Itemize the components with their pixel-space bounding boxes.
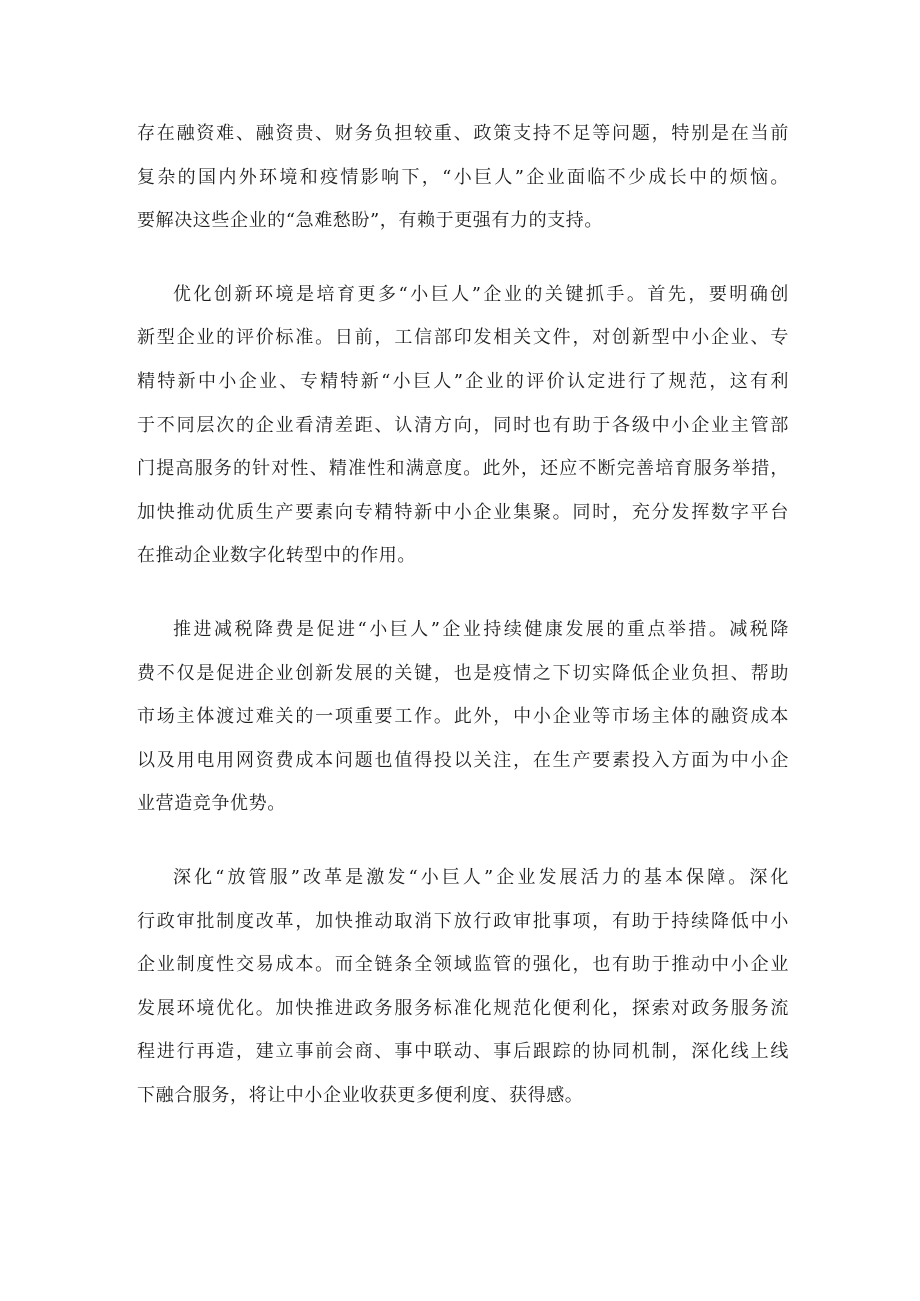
document-body bbox=[137, 112, 789, 1117]
text-line: 行政审批制度改革，加快推动取消下放行政审批事项，有助于持续降低中小 bbox=[137, 910, 789, 932]
text-line: 发展环境优化。加快推进政务服务标准化规范化便利化，探索对政务服务流 bbox=[137, 997, 789, 1019]
text-line: 复杂的国内外环境和疫情影响下，“小巨人”企业面临不少成长中的烦恼。 bbox=[137, 166, 789, 188]
text-line: 程进行再造，建立事前会商、事中联动、事后跟踪的协同机制，深化线上线 bbox=[137, 1041, 789, 1063]
paragraph bbox=[137, 273, 789, 578]
text-line: 深化“放管服”改革是激发“小巨人”企业发展活力的基本保障。深化 bbox=[173, 866, 789, 888]
paragraph-spacer bbox=[137, 826, 789, 856]
text-line: 市场主体渡过难关的一项重要工作。此外，中小企业等市场主体的融资成本 bbox=[137, 706, 789, 728]
text-line: 在推动企业数字化转型中的作用。 bbox=[137, 545, 416, 567]
paragraph bbox=[137, 608, 789, 826]
text-line: 业营造竞争优势。 bbox=[137, 793, 286, 815]
paragraph-spacer bbox=[137, 578, 789, 608]
paragraph-spacer bbox=[137, 243, 789, 273]
paragraph bbox=[137, 112, 789, 243]
text-line: 推进减税降费是促进“小巨人”企业持续健康发展的重点举措。减税降 bbox=[173, 618, 789, 640]
text-line: 下融合服务，将让中小企业收获更多便利度、获得感。 bbox=[137, 1084, 584, 1106]
text-line: 于不同层次的企业看清差距、认清方向，同时也有助于各级中小企业主管部 bbox=[137, 414, 789, 436]
text-line: 加快推动优质生产要素向专精特新中小企业集聚。同时，充分发挥数字平台 bbox=[137, 501, 789, 523]
text-line: 精特新中小企业、专精特新“小巨人”企业的评价认定进行了规范，这有利 bbox=[137, 370, 789, 392]
text-line: 费不仅是促进企业创新发展的关键，也是疫情之下切实降低企业负担、帮助 bbox=[137, 662, 789, 684]
text-line: 优化创新环境是培育更多“小巨人”企业的关键抓手。首先，要明确创 bbox=[173, 283, 789, 305]
text-line: 存在融资难、融资贵、财务负担较重、政策支持不足等问题，特别是在当前 bbox=[137, 123, 789, 144]
paragraph bbox=[137, 856, 789, 1118]
text-line: 要解决这些企业的“急难愁盼”，有赖于更强有力的支持。 bbox=[137, 210, 604, 232]
text-line: 新型企业的评价标准。日前，工信部印发相关文件，对创新型中小企业、专 bbox=[137, 327, 789, 349]
text-line: 门提高服务的针对性、精准性和满意度。此外，还应不断完善培育服务举措， bbox=[137, 458, 789, 480]
text-line: 以及用电用网资费成本问题也值得投以关注，在生产要素投入方面为中小企 bbox=[137, 749, 789, 771]
text-line: 企业制度性交易成本。而全链条全领域监管的强化，也有助于推动中小企业 bbox=[137, 954, 789, 976]
